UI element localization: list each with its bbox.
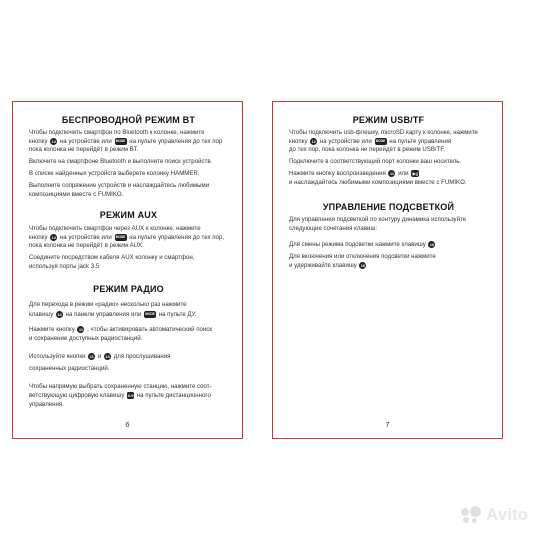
heading-bt-mode: БЕСПРОВОДНОЙ РЕЖИМ BT xyxy=(61,115,196,125)
light-button-icon: 10 xyxy=(360,263,366,268)
usb-text-line xyxy=(289,170,488,178)
remote-mode-icon: MODE xyxy=(115,235,126,239)
prev-button-icon: 11 xyxy=(89,354,94,359)
light-text-line: Для управления подсветкой по контуру динамика используйте xyxy=(289,216,467,223)
next-button-icon: 13 xyxy=(105,354,110,359)
usb-text: на устройстве или xyxy=(319,138,372,146)
aux-text: на пульте управления до тех пор, xyxy=(129,234,225,242)
play-button-icon: 11 xyxy=(78,327,84,332)
radio-text-line: Чтобы напрямую выбрать сохраненную станцию, нажмите соот- xyxy=(29,383,212,390)
remote-mode-icon: MODE xyxy=(145,312,155,316)
radio-text: на пульте ДУ. xyxy=(158,311,197,319)
radio-text-line: Для перехода в режим «радио» несколько раз нажмите xyxy=(29,301,187,308)
radio-text: Используйте кнопки xyxy=(29,353,86,361)
radio-text-line xyxy=(29,326,228,334)
radio-text-line: управления. xyxy=(29,401,64,408)
page-6 xyxy=(12,101,243,439)
mode-button-icon: 12 xyxy=(51,139,56,144)
digit-keys-icon: 0-9 xyxy=(127,393,134,398)
usb-text: кнопку xyxy=(289,138,308,146)
light-text: Для смены режима подсветки нажмите клавишу xyxy=(289,241,426,249)
usb-text: на пульте управления xyxy=(389,138,452,146)
light-text-line: Для включения или отключения подсветки нажмите xyxy=(289,253,436,260)
page-number: 7 xyxy=(385,420,390,429)
avito-watermark xyxy=(461,505,528,525)
aux-text-line: используя порты jack 3.5 xyxy=(29,263,100,270)
radio-text-line xyxy=(29,311,228,319)
heading-radio-mode: РЕЖИМ РАДИО xyxy=(93,284,164,294)
usb-text: или xyxy=(398,170,409,178)
radio-text: Нажмите кнопку xyxy=(29,326,75,334)
light-text-line xyxy=(289,262,488,270)
aux-text: на устройстве или xyxy=(59,234,112,242)
usb-text-line: Чтобы подключить usb-флешку, microSD карту к колонке, нажмите xyxy=(289,129,478,136)
aux-text: кнопку xyxy=(29,234,48,242)
bt-text-line: Чтобы подключить смартфон по Bluetooth к колонке, нажмите xyxy=(29,129,205,136)
radio-text-line xyxy=(29,353,228,361)
bt-text-line: Выполните сопряжение устройств и наслаждайтесь любимыми xyxy=(29,182,210,189)
aux-text-line: пока колонка не перейдёт в режим AUX. xyxy=(29,242,144,249)
play-pause-icon: ▶|| xyxy=(412,171,418,176)
bt-text-line: Включите на смартфоне Bluetooth и выполните поиск устройств. xyxy=(29,158,213,165)
radio-text: ветствующую цифровую клавишу xyxy=(29,392,125,400)
radio-text: на пульте дистанционного xyxy=(136,392,211,400)
remote-mode-icon: MODE xyxy=(115,139,126,143)
light-button-icon: 10 xyxy=(429,242,435,247)
bt-text-line: композициями вместе с FUMIKO. xyxy=(29,191,124,198)
mode-button-icon: 12 xyxy=(51,235,56,240)
page-number: 6 xyxy=(125,420,130,429)
mode-button-icon: 12 xyxy=(57,312,62,317)
avito-brand-text: Avito xyxy=(486,505,528,524)
usb-text-line: Подключите в соответствующий порт колонки ваш носитель. xyxy=(289,158,462,165)
bt-text: кнопку xyxy=(29,138,48,146)
bt-text-line: В списке найденных устройств выберете колонку HAMMER. xyxy=(29,170,200,177)
radio-text-line: и сохранение доступных радиостанций. xyxy=(29,335,143,342)
remote-mode-icon: MODE xyxy=(375,139,386,143)
mode-button-icon: 12 xyxy=(311,139,316,144)
bt-text: на устройстве или xyxy=(59,138,112,146)
usb-text: Нажмите кнопку воспроизведения xyxy=(289,170,386,178)
play-button-icon: 11 xyxy=(389,171,395,176)
radio-text: и xyxy=(97,353,102,361)
bt-text-line: пока колонка не перейдёт в режим BT. xyxy=(29,146,139,153)
bt-text: на пульте управления до тех пор xyxy=(129,138,223,146)
avito-logo-icon xyxy=(461,506,483,524)
radio-text: , чтобы активировать автоматический поиск xyxy=(87,326,213,334)
usb-text-line: до тех пор, пока колонка не перейдёт в режим USB/TF. xyxy=(289,146,446,153)
light-text-line: следующие сочетания клавиш: xyxy=(289,225,378,232)
radio-text-line xyxy=(29,392,228,400)
aux-text-line: Чтобы подключить смартфон через AUX к колонке, нажмите xyxy=(29,225,201,232)
radio-text: для прослушивания xyxy=(113,353,171,361)
page-7 xyxy=(272,101,503,439)
radio-text: клавишу xyxy=(29,311,54,319)
light-text-line xyxy=(289,241,488,249)
aux-text-line: Соедините посредством кабеля AUX колонку и смартфон, xyxy=(29,254,195,261)
radio-text-line: сохраненных радиостанций. xyxy=(29,365,110,372)
heading-light-control: УПРАВЛЕНИЕ ПОДСВЕТКОЙ xyxy=(322,202,455,212)
usb-text-line: и наслаждайтесь любимыми композициями вместе с FUMIKO. xyxy=(289,179,467,186)
heading-usb-tf-mode: РЕЖИМ USB/TF xyxy=(352,115,425,125)
light-text: и удерживайте клавишу xyxy=(289,262,357,270)
radio-text: на панели управления или xyxy=(65,311,142,319)
heading-aux-mode: РЕЖИМ AUX xyxy=(99,210,158,220)
